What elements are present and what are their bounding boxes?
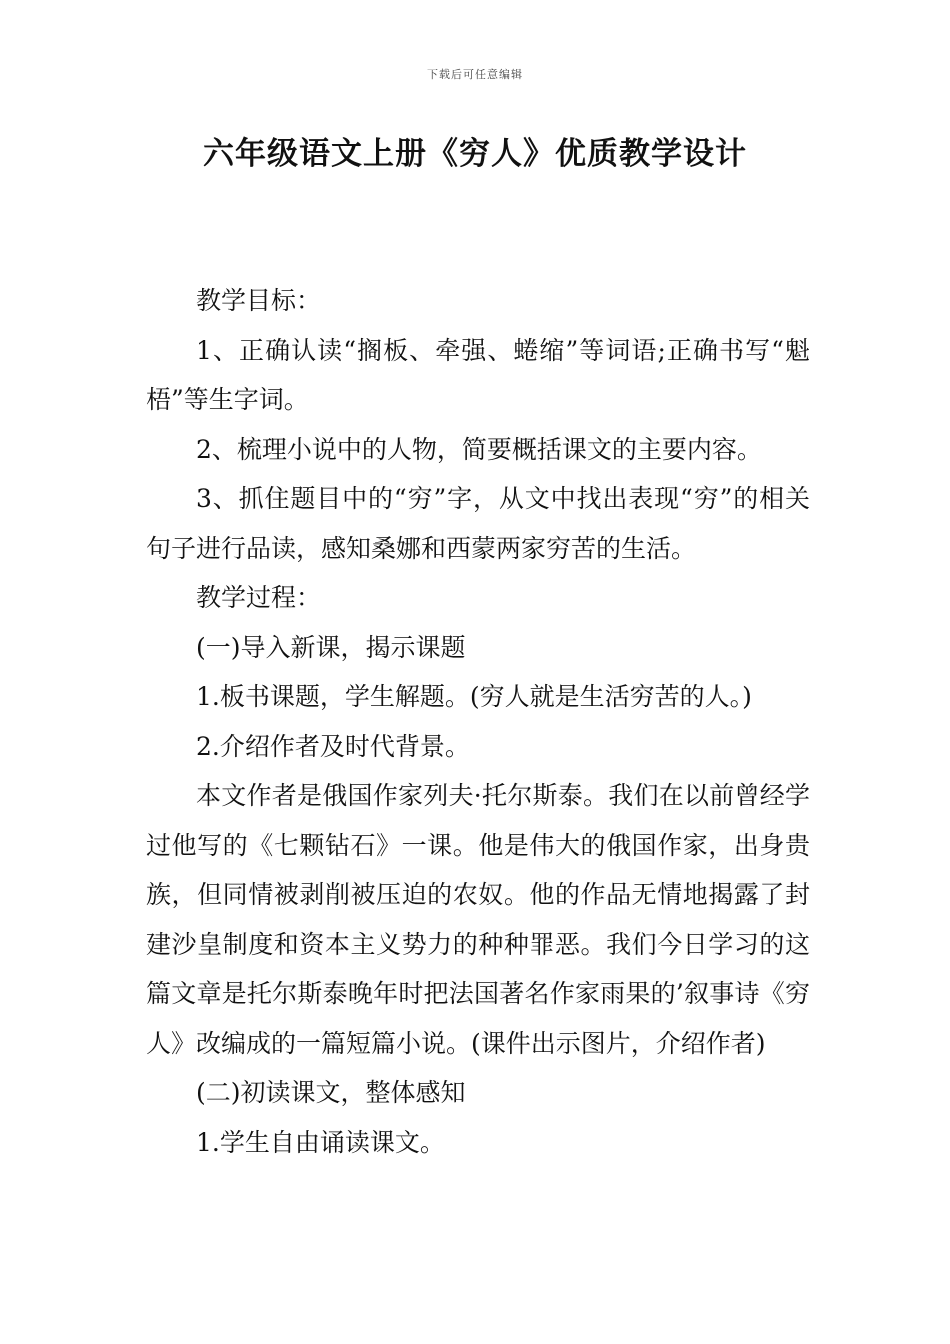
objective-item-2: 2、梳理小说中的人物，简要概括课文的主要内容。 — [196, 434, 762, 464]
document-body — [146, 276, 810, 1167]
section-heading-objectives: 教学目标： — [196, 286, 322, 315]
process-step-3: 1.学生自由诵读课文。 — [196, 1127, 445, 1157]
section-heading-process: 教学过程： — [196, 583, 322, 612]
subsection-heading-2: (二)初读课文，整体感知 — [196, 1078, 466, 1107]
subsection-heading-1: (一)导入新课，揭示课题 — [196, 632, 466, 662]
objective-item-1: 1、正确认读“搁板、牵强、蜷缩”等词语;正确书写“魁梧”等生字词。 — [146, 335, 810, 414]
document-title: 六年级语文上册《穷人》优质教学设计 — [203, 136, 747, 172]
process-step-1: 1.板书课题，学生解题。(穷人就是生活穷苦的人。) — [196, 682, 752, 711]
author-background-paragraph: 本文作者是俄国作家列夫·托尔斯泰。我们在以前曾经学过他写的《七颗钻石》一课。他是伟大的俄国作家，出身贵族，但同情被剥削被压迫的农奴。他的作品无情地揭露了封建沙皇制度和资本主义势力的种种罪恶。我们今日学习的这篇文章是托尔斯泰晚年时把法国著名作家雨果的’叙事诗《穷人》改编成的一篇短篇小说。(课件出示图片，介绍作者) — [146, 781, 810, 1058]
process-step-2: 2.介绍作者及时代背景。 — [196, 731, 470, 761]
header-note: 下载后可任意编辑 — [427, 68, 523, 81]
objective-item-3: 3、抓住题目中的“穷”字，从文中找出表现“穷”的相关句子进行品读，感知桑娜和西蒙两家穷苦的生活。 — [146, 484, 810, 563]
